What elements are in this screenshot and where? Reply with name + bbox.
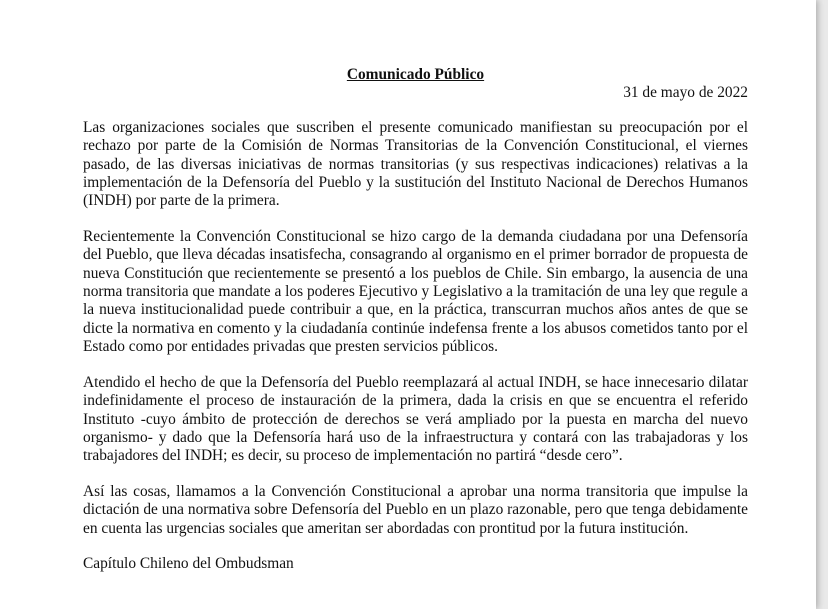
document-body xyxy=(83,66,748,573)
paragraph-4: Así las cosas, llamamos a la Convención Constitucional a aprobar una norma transitoria que impulse la dictación de una normativa sobre Defensoría del Pueblo en un plazo razonable, pero que tenga debidamente en cuenta las urgencias sociales que ameritan ser abordadas con prontitud por la futura institución. xyxy=(83,482,748,537)
signature: Capítulo Chileno del Ombudsman xyxy=(83,554,294,572)
paragraph-1: Las organizaciones sociales que suscriben el presente comunicado manifiestan su preocupación por el rechazo por parte de la Comisión de Normas Transitorias de la Convención Constitucional, el viernes pasado, de las diversas iniciativas de normas transitorias (y sus respectivas indicaciones) relativas a la implementación de la Defensoría del Pueblo y la sustitución del Instituto Nacional de Derechos Humanos (INDH) por parte de la primera. xyxy=(83,118,748,210)
paragraph-3: Atendido el hecho de que la Defensoría del Pueblo reemplazará al actual INDH, se hace innecesario dilatar indefinidamente el proceso de instauración de la primera, dada la crisis en que se encuentra el referido Instituto -cuyo ámbito de protección de derechos se verá ampliado por la puesta en marcha del nuevo organismo- y dado que la Defensoría hará uso de la infraestructura y contará con las trabajadoras y los trabajadores del INDH; es decir, su proceso de implementación no partirá “desde cero”. xyxy=(83,373,748,465)
document-title: Comunicado Público xyxy=(346,66,485,83)
paragraph-2: Recientemente la Convención Constitucional se hizo cargo de la demanda ciudadana por una Defensoría del Pueblo, que lleva décadas insatisfecha, consagrando al organismo en el primer borrador de propuesta de nueva Constitución que recientemente se presentó a los pueblos de Chile. Sin embargo, la ausencia de una norma transitoria que mandate a los poderes Ejecutivo y Legislativo a la tramitación de una ley que regule a la nueva institucionalidad puede contribuir a que, en la práctica, transcurran muchos años antes de que se dicte la normativa en comento y la ciudadanía continúe indefensa frente a los abusos cometidos tanto por el Estado como por entidades privadas que presten servicios públicos. xyxy=(83,227,748,356)
document-date: 31 de mayo de 2022 xyxy=(623,84,748,102)
